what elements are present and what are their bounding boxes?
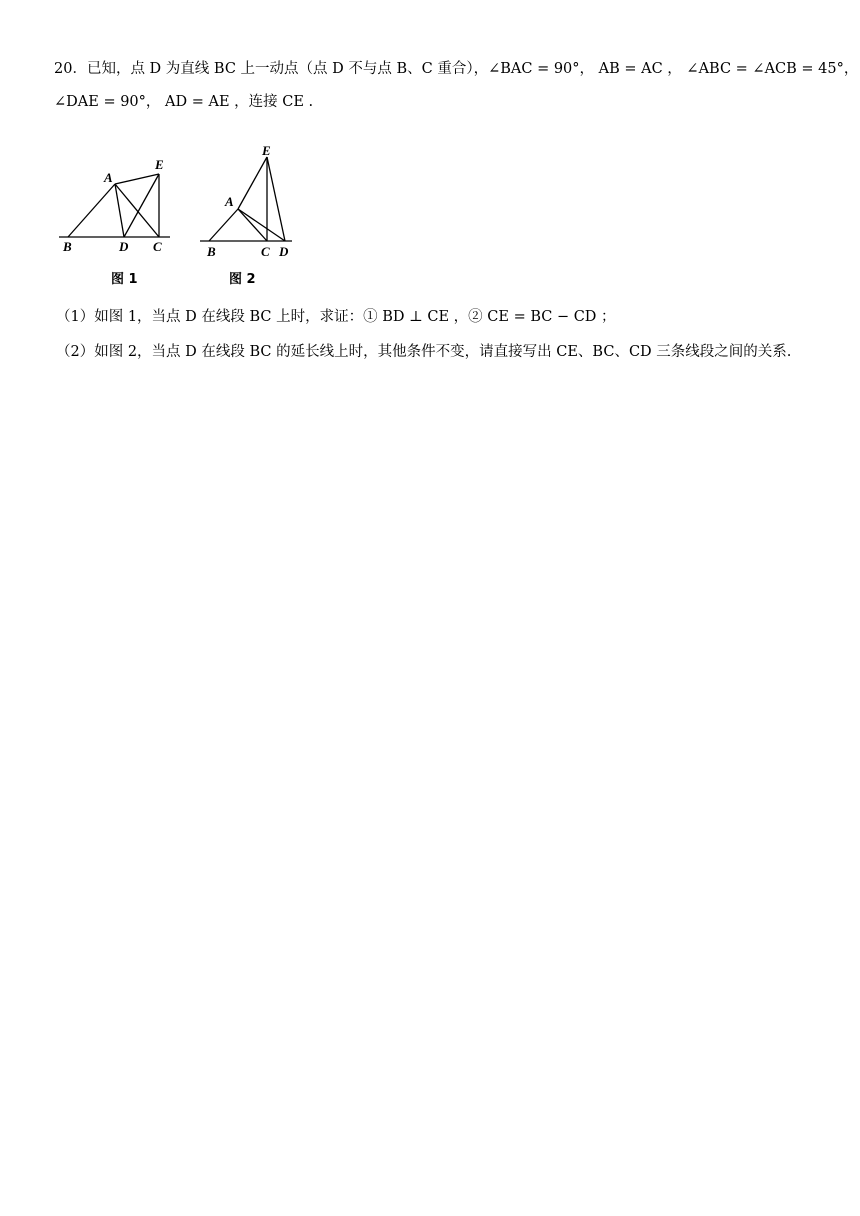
figure-2-caption: 图 2 bbox=[229, 272, 256, 287]
label-d: D bbox=[119, 239, 129, 254]
segment-de bbox=[124, 174, 159, 237]
segment-ae bbox=[238, 157, 267, 209]
problem-statement-line-1: 20．已知，点 D 为直线 BC 上一动点（点 D 不与点 B、C 重合），∠BAC = 90°， AB = AC ， ∠ABC = ∠ACB = 45°， bbox=[54, 61, 859, 77]
label-c: C bbox=[261, 244, 270, 259]
figure-1-caption: 图 1 bbox=[111, 272, 138, 287]
figure-2 bbox=[196, 140, 306, 294]
label-b: B bbox=[63, 239, 72, 254]
question-2: （2）如图 2，当点 D 在线段 BC 的延长线上时，其他条件不变，请直接写出 CE、BC、CD 三条线段之间的关系. bbox=[56, 344, 792, 360]
segment-ab bbox=[209, 209, 238, 241]
label-c: C bbox=[153, 239, 162, 254]
segment-ac bbox=[115, 184, 159, 237]
segment-ad bbox=[115, 184, 124, 237]
problem-statement-line-2: ∠DAE = 90°， AD = AE ，连接 CE . bbox=[54, 94, 314, 110]
label-e: E bbox=[155, 157, 164, 172]
figure-1-diagram bbox=[54, 140, 184, 290]
segment-ae bbox=[115, 174, 159, 184]
label-b: B bbox=[207, 244, 216, 259]
question-1: （1）如图 1，当点 D 在线段 BC 上时，求证：① BD ⊥ CE ，② CE = BC − CD ； bbox=[56, 309, 616, 325]
label-e: E bbox=[262, 143, 271, 158]
segment-ab bbox=[68, 184, 115, 237]
segment-ed bbox=[267, 157, 285, 241]
label-a: A bbox=[225, 194, 234, 209]
figure-1 bbox=[54, 140, 184, 294]
label-a: A bbox=[104, 170, 113, 185]
label-d: D bbox=[279, 244, 289, 259]
segment-ad bbox=[238, 209, 285, 241]
figure-2-diagram bbox=[196, 140, 306, 290]
